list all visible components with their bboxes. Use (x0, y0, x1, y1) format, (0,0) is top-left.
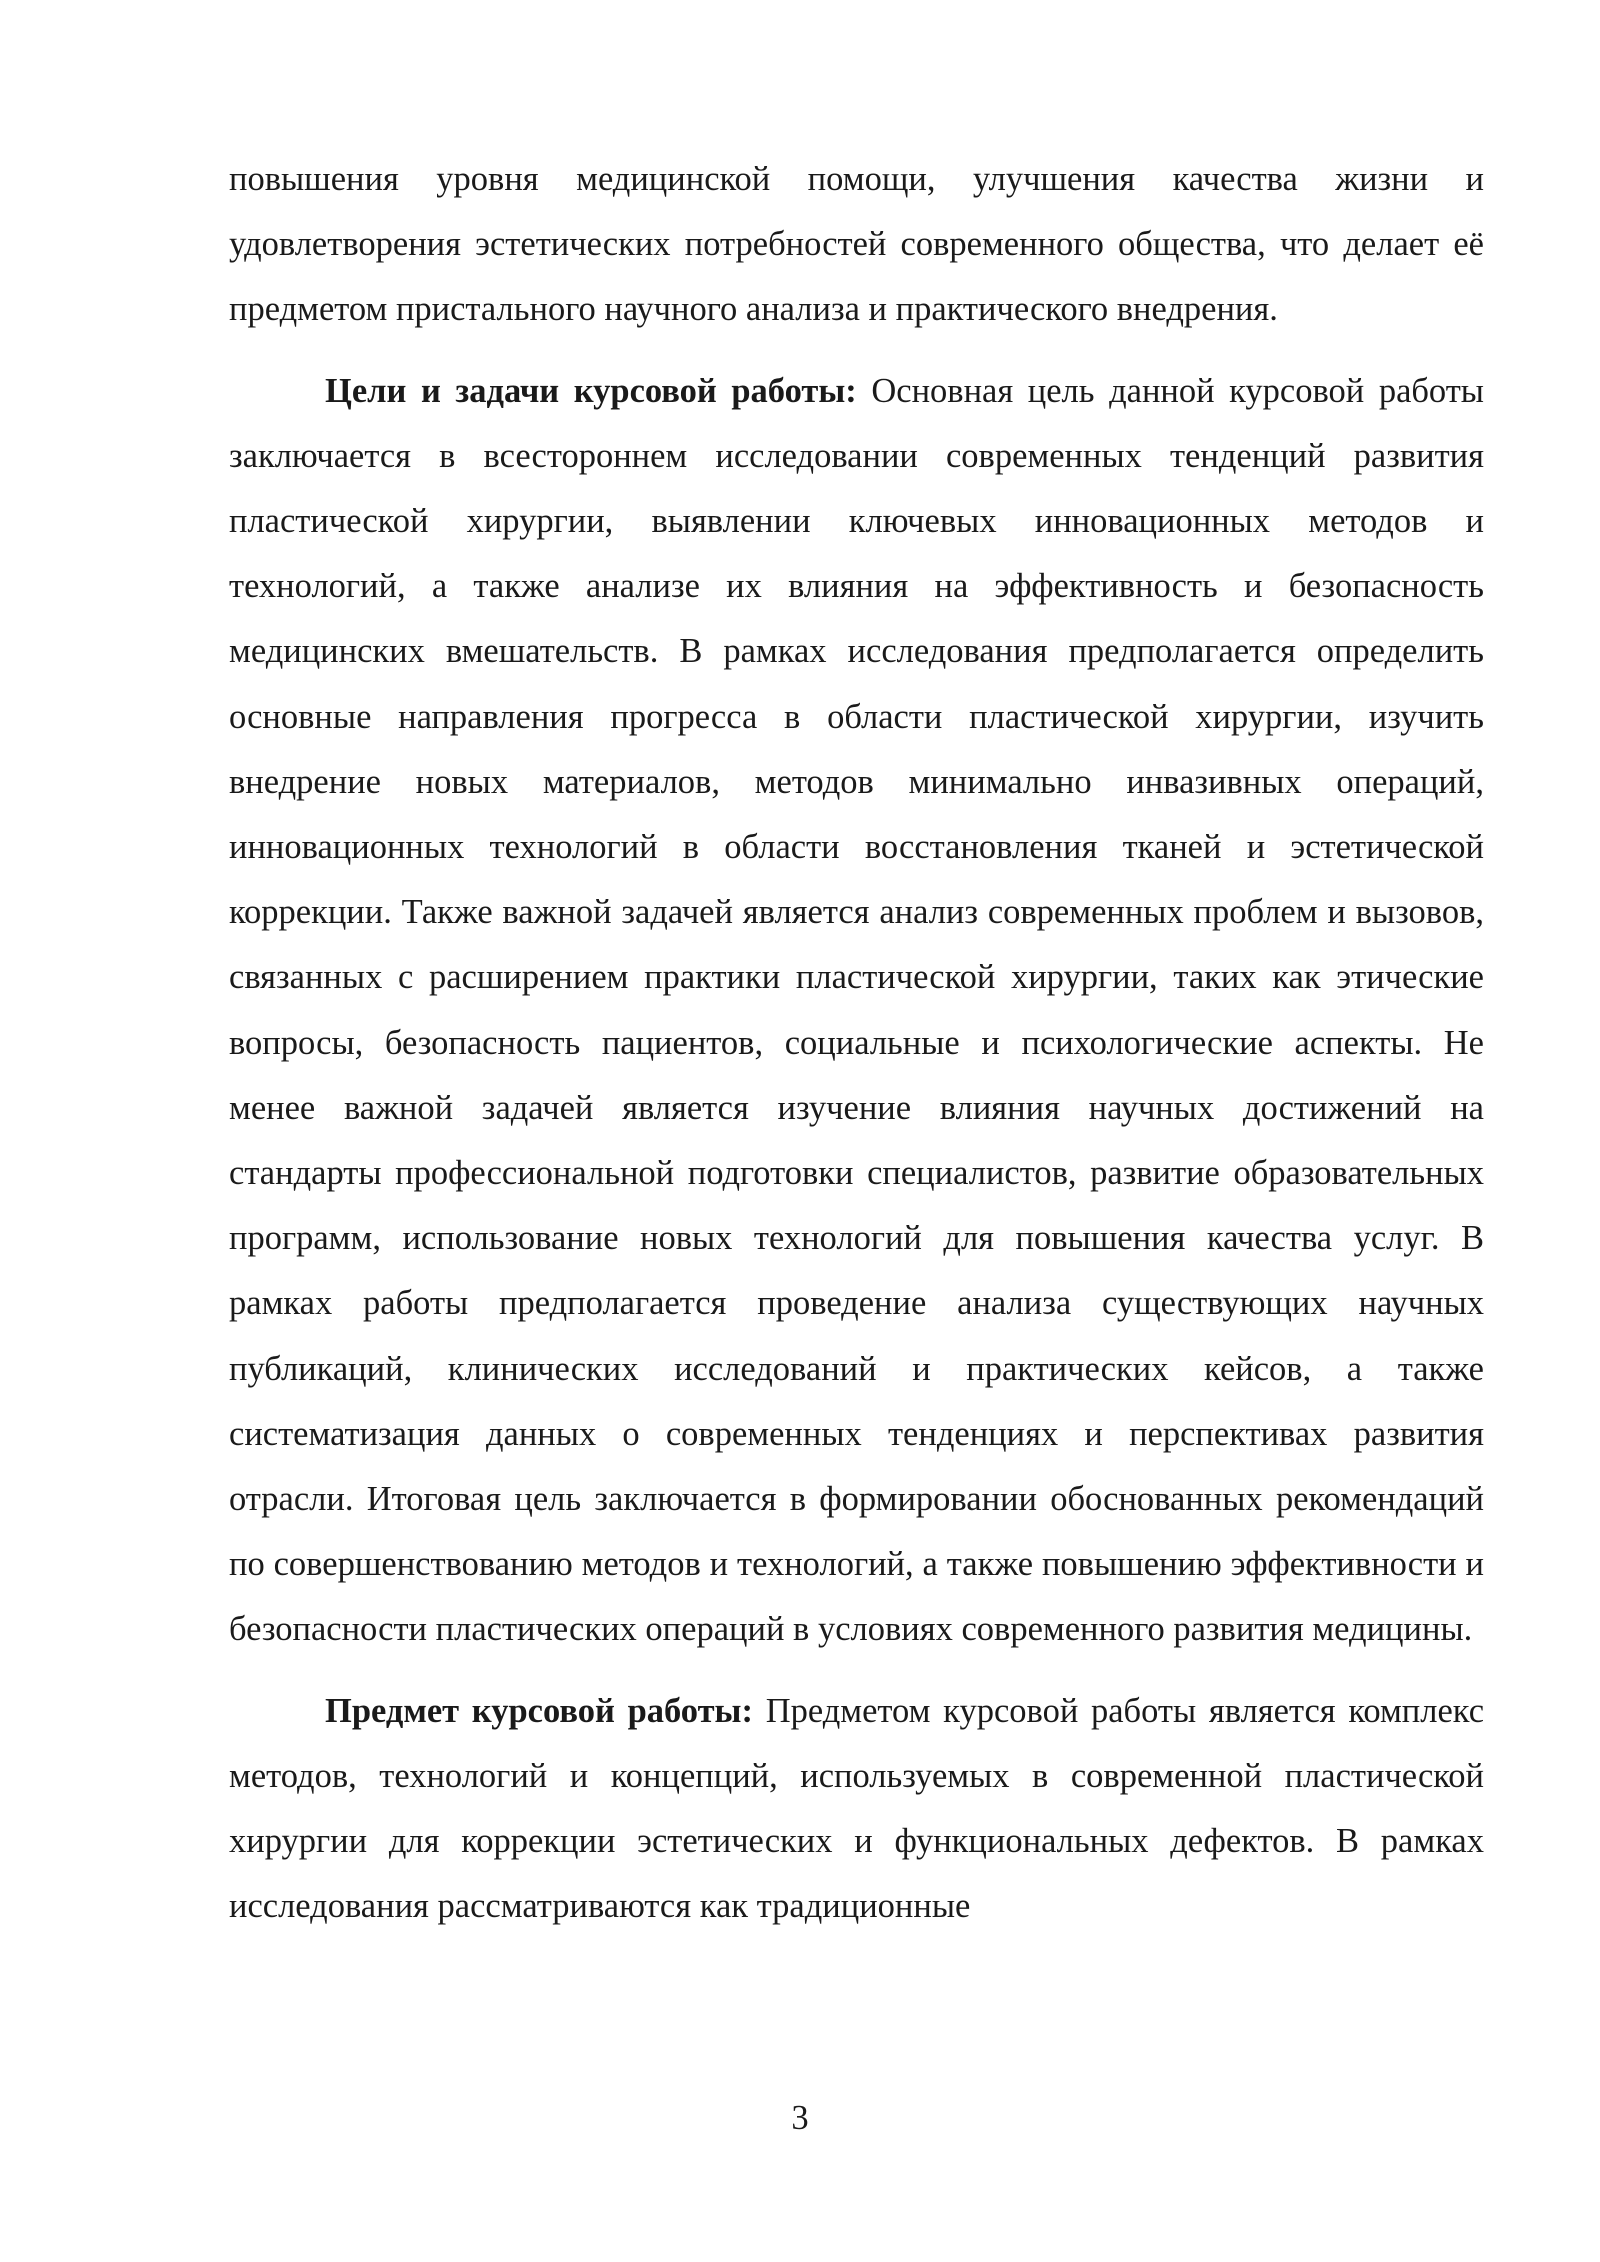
paragraph-text: повышения уровня медицинской помощи, улучшения качества жизни и удовлетворения эстетических потребностей современного общества, что делает её предметом пристального научного анализа и практического внедрения. (229, 160, 1484, 329)
paragraph-goals-and-objectives (229, 359, 1484, 1663)
paragraph-subject (229, 1679, 1484, 1940)
paragraph-heading-subject: Предмет курсовой работы: (325, 1691, 753, 1730)
page-number: 3 (791, 2099, 809, 2137)
paragraph-text: Предметом курсовой работы является комплекс методов, технологий и концепций, используемых в современной пластической хирургии для коррекции эстетических и функциональных дефектов. В рамках исследования рассматриваются как традиционные (229, 1691, 1485, 1926)
paragraph-intro-continuation (229, 147, 1484, 343)
paragraph-text: Основная цель данной курсовой работы заключается в всестороннем исследовании современных тенденций развития пластической хирургии, выявлении ключевых инновационных методов и технологий, а также анализе их влияния на эффективность и безопасность медицинских вмешательств. В рамках исследования предполагается определить основные направления прогресса в области пластической хирургии, изучить внедрение новых материалов, методов минимально инвазивных операций, инновационных технологий в области восстановления тканей и эстетической коррекции. Также важной задачей является анализ современных проблем и вызовов, связанных с расширением практики пластической хирургии, таких как этические вопросы, безопасность пациентов, социальные и психологические аспекты. Не менее важной задачей является изучение влияния научных достижений на стандарты профессиональной подготовки специалистов, развитие образовательных программ, использование новых технологий для повышения качества услуг. В рамках работы предполагается проведение анализа существующих научных публикаций, клинических исследований и практических кейсов, а также систематизация данных о современных тенденциях и перспективах развития отрасли. Итоговая цель заключается в формировании обоснованных рекомендаций по совершенствованию методов и технологий, а также повышению эффективности и безопасности пластических операций в условиях современного развития медицины. (229, 371, 1484, 1649)
paragraph-heading-goals: Цели и задачи курсовой работы: (325, 371, 857, 410)
document-body (229, 147, 1484, 1939)
